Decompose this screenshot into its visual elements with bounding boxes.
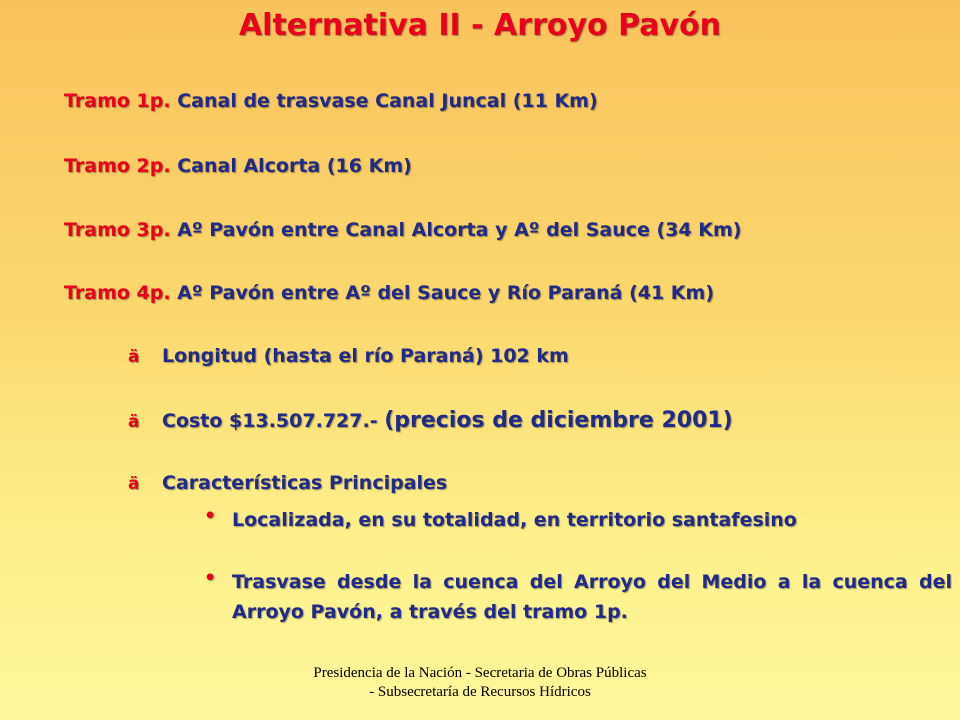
tramo-2 (64, 155, 412, 177)
bullet-caracteristicas-text: Características Principales (162, 472, 448, 494)
tramo-4-desc: Aº Pavón entre Aº del Sauce y Río Paraná (41 Km) (177, 282, 715, 304)
sub-bullet-localizada-text: Localizada, en su totalidad, en territorio santafesino (232, 509, 797, 531)
tramo-2-desc: Canal Alcorta (16 Km) (177, 155, 412, 177)
dot-bullet-icon: • (204, 567, 217, 589)
arrow-bullet-icon: ä (128, 474, 140, 494)
arrow-bullet-icon: ä (128, 412, 140, 432)
dot-bullet-icon: • (204, 505, 217, 527)
sub-bullet-trasvase-text: Trasvase desde la cuenca del Arroyo del Medio a la cuenca del Arroyo Pavón, a través del tramo 1p. (232, 571, 952, 623)
footer-credit: Presidencia de la Nación - Secretaria de Obras Públicas - Subsecretaría de Recursos Hídricos (313, 665, 647, 700)
tramo-3 (64, 219, 741, 241)
tramo-3-desc: Aº Pavón entre Canal Alcorta y Aº del Sauce (34 Km) (177, 219, 742, 241)
bullet-costo (128, 408, 733, 433)
sub-bullet-trasvase (204, 567, 952, 627)
tramo-1-label: Tramo 1p. (64, 90, 171, 112)
tramo-4-label: Tramo 4p. (64, 282, 171, 304)
arrow-bullet-icon: ä (128, 347, 140, 367)
tramo-1-desc: Canal de trasvase Canal Juncal (11 Km) (177, 90, 598, 112)
sub-bullet-localizada (204, 505, 952, 535)
bullet-longitud-text: Longitud (hasta el río Paraná) 102 km (162, 345, 569, 367)
bullet-costo-text: Costo $13.507.727.- (162, 410, 385, 432)
bullet-caracteristicas (128, 472, 447, 494)
tramo-2-label: Tramo 2p. (64, 155, 171, 177)
tramo-4 (64, 282, 714, 304)
slide-title: Alternativa II - Arroyo Pavón (238, 8, 722, 43)
tramo-1 (64, 90, 598, 112)
bullet-longitud (128, 345, 569, 367)
tramo-3-label: Tramo 3p. (64, 219, 171, 241)
bullet-costo-extra: (precios de diciembre 2001) (384, 408, 733, 433)
